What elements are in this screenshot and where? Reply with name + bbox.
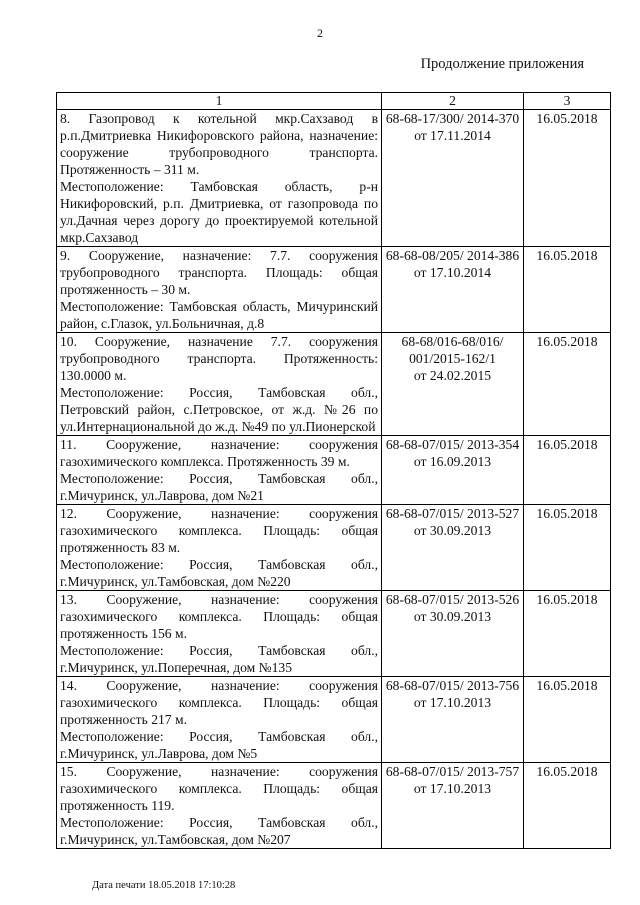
registration-number: 68-68-07/015/ 2013-527 xyxy=(385,506,520,521)
registration-cell xyxy=(382,763,524,849)
object-description: 15. Сооружение, назначение: сооружения газохимического комплекса. Площадь: общая протяженность 119. xyxy=(60,764,378,813)
registration-date: от 17.10.2013 xyxy=(413,781,492,796)
registration-number: 68-68-08/205/ 2014-386 xyxy=(385,248,520,263)
object-location: Местоположение: Россия, Тамбовская обл., г.Мичуринск, ул.Лаврова, дом №21 xyxy=(60,471,378,503)
date-cell: 16.05.2018 xyxy=(524,110,611,247)
object-description: 8. Газопровод к котельной мкр.Сахзавод в р.п.Дмитриевка Никифоровского района, назначение: сооружение трубопроводного транспорта. Протяженность – 311 м. xyxy=(60,111,378,177)
table-row xyxy=(57,247,611,333)
registration-date: от 17.11.2014 xyxy=(414,128,491,143)
registration-number: 68-68-07/015/ 2013-757 xyxy=(385,764,520,779)
object-location: Местоположение: Россия, Тамбовская обл., г.Мичуринск, ул.Лаврова, дом №5 xyxy=(60,729,378,761)
object-location: Местоположение: Россия, Тамбовская обл., г.Мичуринск, ул.Поперечная, дом №135 xyxy=(60,643,378,675)
registration-cell xyxy=(382,110,524,247)
registration-number: 68-68-07/015/ 2013-756 xyxy=(385,678,520,693)
object-description: 12. Сооружение, назначение: сооружения газохимического комплекса. Площадь: общая протяженность 83 м. xyxy=(60,506,378,555)
date-cell: 16.05.2018 xyxy=(524,247,611,333)
registration-date: от 16.09.2013 xyxy=(413,454,492,469)
registration-number: 68-68/016-68/016/ 001/2015-162/1 xyxy=(401,334,504,366)
object-description: 10. Сооружение, назначение 7.7. сооружения трубопроводного транспорта. Протяженность: 130.0000 м. xyxy=(60,334,378,383)
object-description: 9. Сооружение, назначение: 7.7. сооружения трубопроводного транспорта. Площадь: общая протяженность – 30 м. xyxy=(60,248,378,297)
registration-date: от 30.09.2013 xyxy=(413,523,492,538)
object-description-cell xyxy=(57,763,382,849)
object-description-cell xyxy=(57,436,382,505)
registration-cell xyxy=(382,333,524,436)
registration-number: 68-68-17/300/ 2014-370 xyxy=(385,111,520,126)
object-description-cell xyxy=(57,591,382,677)
date-cell: 16.05.2018 xyxy=(524,505,611,591)
registration-date: от 17.10.2013 xyxy=(413,695,492,710)
registration-number: 68-68-07/015/ 2013-526 xyxy=(385,592,520,607)
object-location: Местоположение: Тамбовская область, Мичуринский район, с.Глазок, ул.Больничная, д.8 xyxy=(60,299,378,331)
table-header-row xyxy=(57,93,611,110)
object-description: 11. Сооружение, назначение: сооружения газохимического комплекса. Протяженность 39 м. xyxy=(60,437,378,469)
object-location: Местоположение: Россия, Тамбовская обл., г.Мичуринск, ул.Тамбовская, дом №220 xyxy=(60,557,378,589)
table-row xyxy=(57,436,611,505)
registration-date: от 24.02.2015 xyxy=(413,368,492,383)
registration-number: 68-68-07/015/ 2013-354 xyxy=(385,437,520,452)
table-row xyxy=(57,677,611,763)
table-row xyxy=(57,505,611,591)
column-header: 1 xyxy=(57,93,382,110)
table-row xyxy=(57,333,611,436)
column-header: 3 xyxy=(524,93,611,110)
registration-date: от 17.10.2014 xyxy=(413,265,492,280)
object-location: Местоположение: Тамбовская область, р-н Никифоровский, р.п. Дмитриевка, от газопровода по ул.Дачная через дорогу до проектируемой котельной мкр.Сахзавод xyxy=(60,179,378,245)
object-description-cell xyxy=(57,677,382,763)
page-number: 2 xyxy=(317,26,323,40)
date-cell: 16.05.2018 xyxy=(524,677,611,763)
print-date: Дата печати 18.05.2018 17:10:28 xyxy=(92,880,236,891)
object-description: 13. Сооружение, назначение: сооружения газохимического комплекса. Площадь: общая протяженность 156 м. xyxy=(60,592,378,641)
registration-cell xyxy=(382,505,524,591)
registration-cell xyxy=(382,591,524,677)
registration-cell xyxy=(382,436,524,505)
object-location: Местоположение: Россия, Тамбовская обл., г.Мичуринск, ул.Тамбовская, дом №207 xyxy=(60,815,378,847)
registration-date: от 30.09.2013 xyxy=(413,609,492,624)
object-description-cell xyxy=(57,505,382,591)
date-cell: 16.05.2018 xyxy=(524,591,611,677)
object-description-cell xyxy=(57,110,382,247)
object-location: Местоположение: Россия, Тамбовская обл., Петровский район, с.Петровское, от ж.д. №26 по ул.Интернациональной до ж.д. №49 по ул.Пионерской xyxy=(60,385,378,434)
date-cell: 16.05.2018 xyxy=(524,763,611,849)
date-cell: 16.05.2018 xyxy=(524,333,611,436)
registration-cell xyxy=(382,247,524,333)
date-cell: 16.05.2018 xyxy=(524,436,611,505)
continuation-label: Продолжение приложения xyxy=(420,56,584,72)
object-description-cell xyxy=(57,247,382,333)
table-row xyxy=(57,110,611,247)
registration-cell xyxy=(382,677,524,763)
table-row xyxy=(57,763,611,849)
table-row xyxy=(57,591,611,677)
appendix-table xyxy=(56,92,611,849)
object-description-cell xyxy=(57,333,382,436)
column-header: 2 xyxy=(382,93,524,110)
object-description: 14. Сооружение, назначение: сооружения газохимического комплекса. Площадь: общая протяженность 217 м. xyxy=(60,678,378,727)
